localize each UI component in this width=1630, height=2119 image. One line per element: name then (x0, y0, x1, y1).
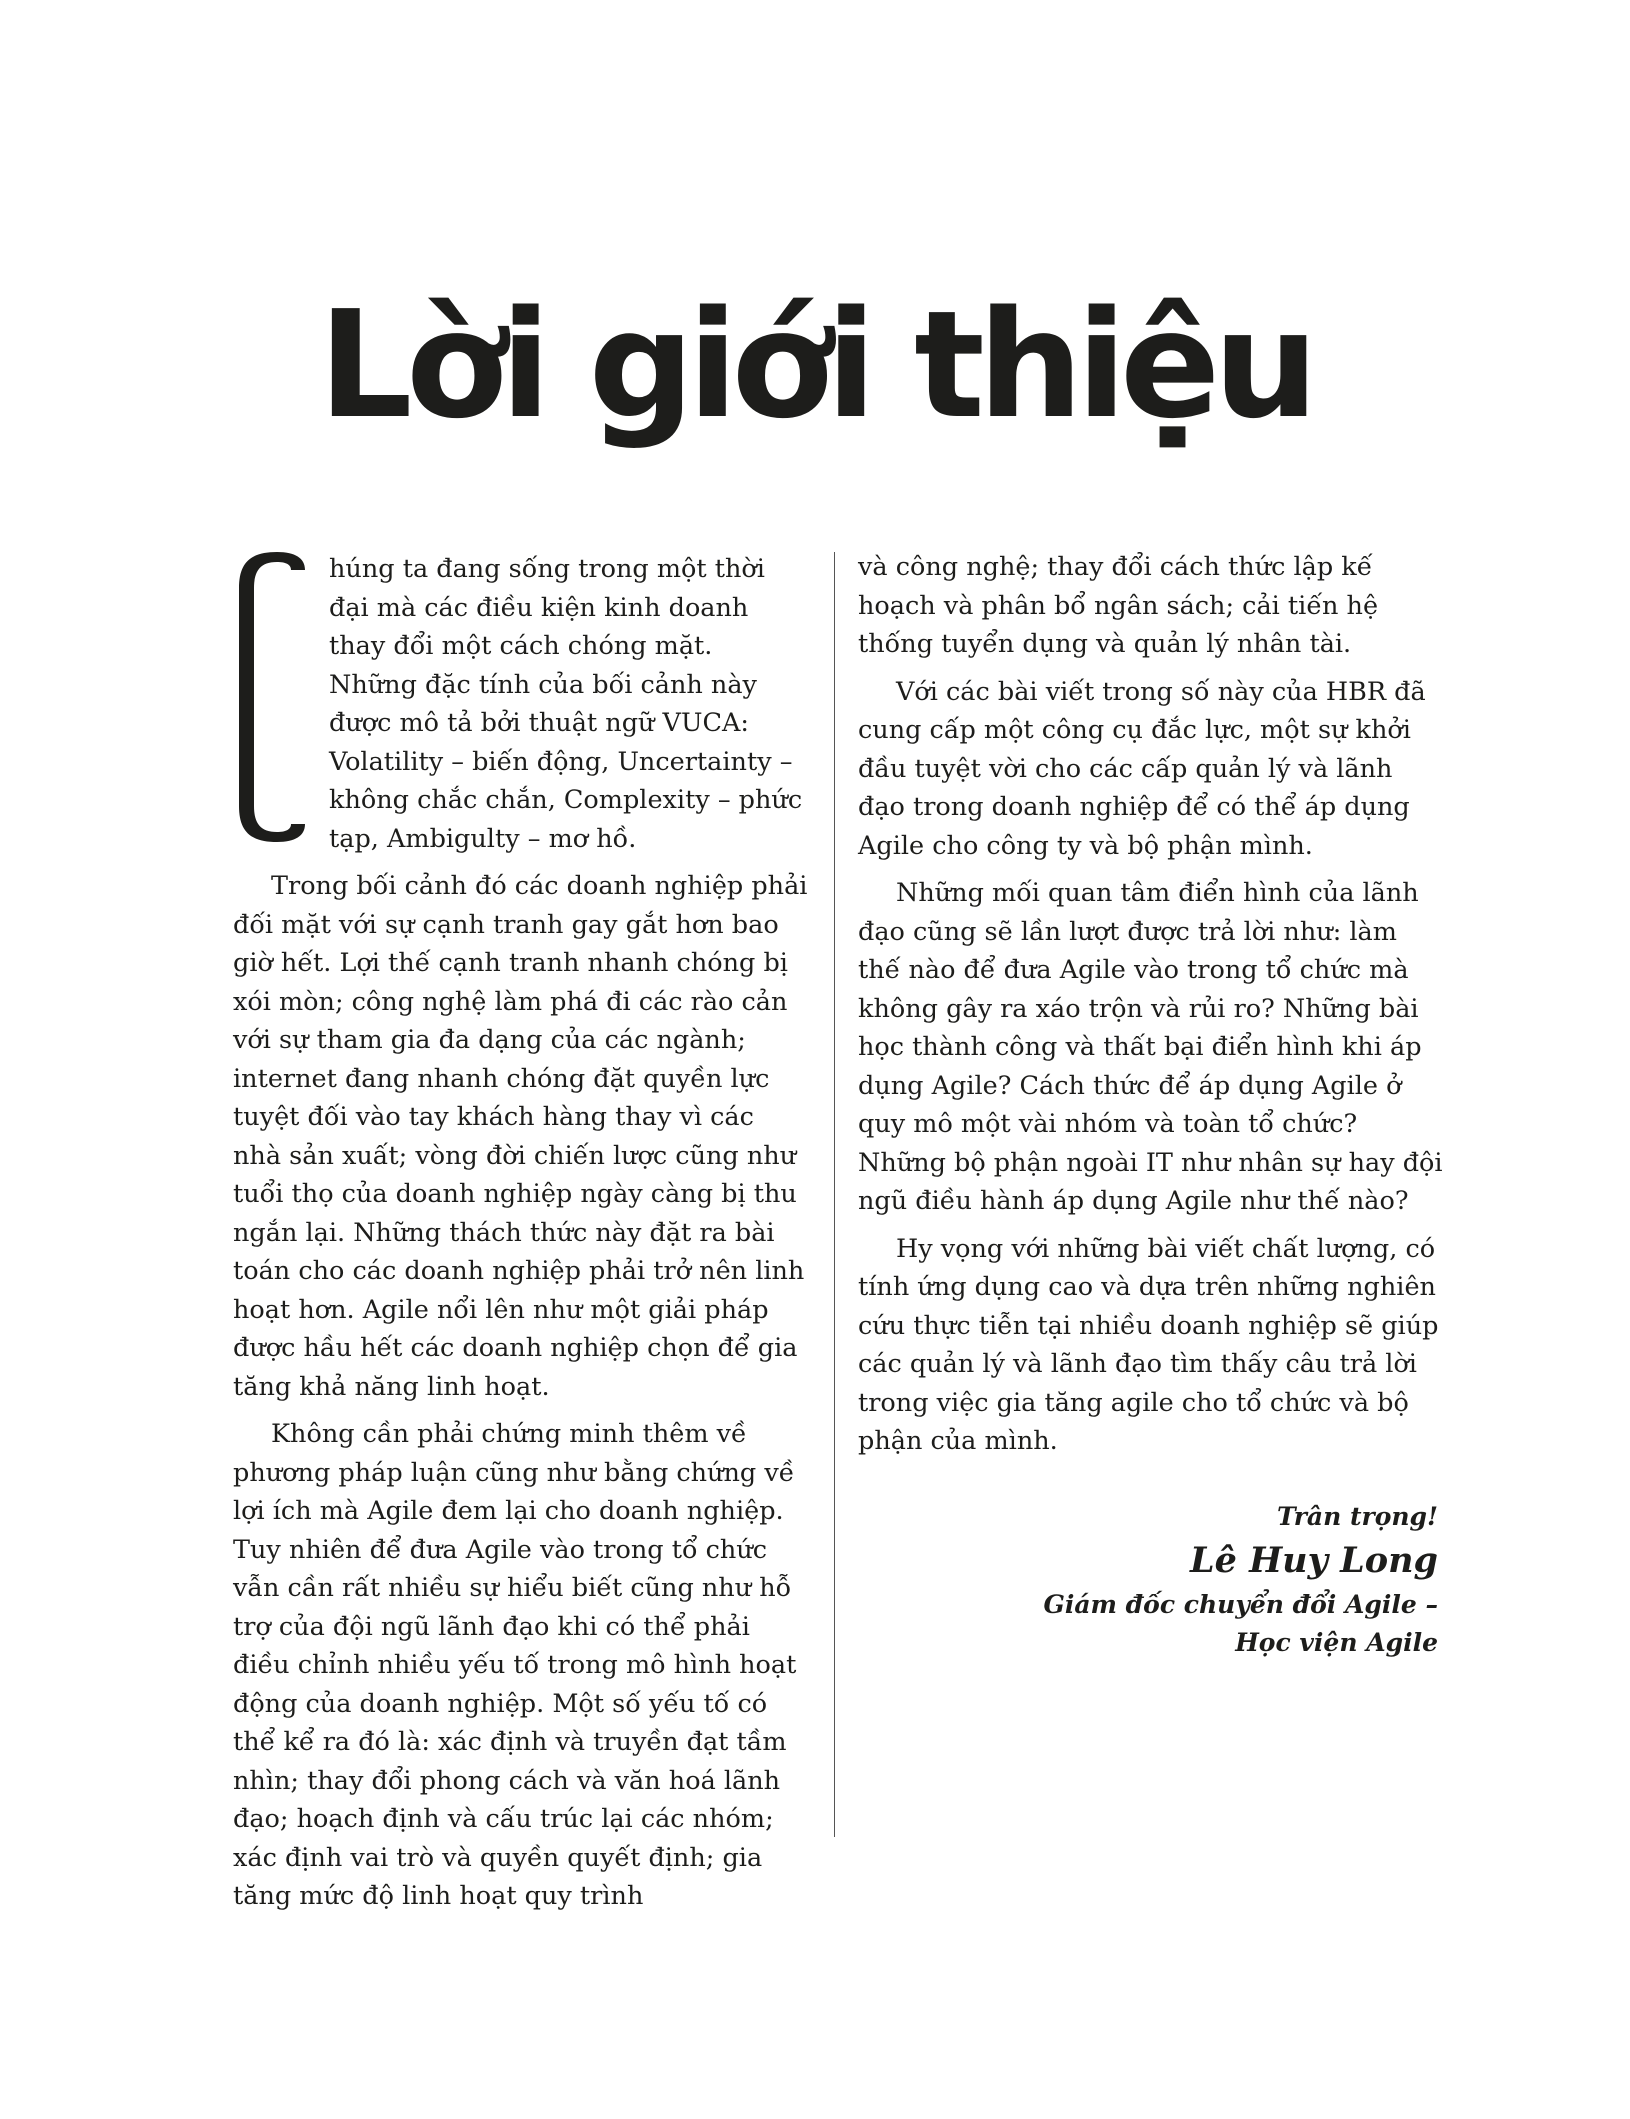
column-divider (834, 552, 835, 1837)
article-column-left (233, 550, 808, 1925)
paragraph-6: Hy vọng với những bài viết chất lượng, có tính ứng dụng cao và dựa trên những nghiên cứu thực tiễn tại nhiều doanh nghiệp sẽ giúp các quản lý và lãnh đạo tìm thấy câu trả lời trong việc gia tăng agile cho tổ chức và bộ phận của mình. (858, 1233, 1439, 1456)
paragraph-1-text: húng ta đang sống trong một thời đại mà các điều kiện kinh doanh thay đổi một cách chóng mặt. Những đặc tính của bối cảnh này được mô tả bởi thuật ngữ VUCA: Volatility – biến động, Uncertainty – không chắc chắn, Complexity – phức tạp, Ambigulty – mơ hồ. (329, 554, 803, 854)
paragraph-intro (233, 550, 808, 858)
page-title: Lời giới thiệu (318, 279, 1312, 451)
signature-role-line-2: Học viện Agile (1235, 1628, 1438, 1657)
paragraph-4: Với các bài viết trong số này của HBR đã cung cấp một công cụ đắc lực, một sự khởi đầu tuyệt vời cho các cấp quản lý và lãnh đạo trong doanh nghiệp để có thể áp dụng Agile cho công ty và bộ phận mình. (858, 676, 1426, 861)
article-column-right (858, 548, 1443, 1470)
signature-block (1043, 1498, 1438, 1662)
paragraph-3: Không cần phải chứng minh thêm về phương pháp luận cũng như bằng chứng về lợi ích mà Agile đem lại cho doanh nghiệp. Tuy nhiên để đưa Agile vào trong tổ chức vẫn cần rất nhiều sự hiểu biết cũng như hỗ trợ của đội ngũ lãnh đạo khi có thể phải điều chỉnh nhiều yếu tố trong mô hình hoạt động của doanh nghiệp. Một số yếu tố có thể kể ra đó là: xác định và truyền đạt tầm nhìn; thay đổi phong cách và văn hoá lãnh đạo; hoạch định và cấu trúc lại các nhóm; xác định vai trò và quyền quyết định; gia tăng mức độ linh hoạt quy trình (233, 1419, 797, 1911)
signature-role-line-1: Giám đốc chuyển đổi Agile – (1043, 1590, 1438, 1619)
paragraph-5: Những mối quan tâm điển hình của lãnh đạo cũng sẽ lần lượt được trả lời như: làm thế nào để đưa Agile vào trong tổ chức mà không gây ra xáo trộn và rủi ro? Những bài học thành công và thất bại điển hình khi áp dụng Agile? Cách thức để áp dụng Agile ở quy mô một vài nhóm và toàn tổ chức? Những bộ phận ngoài IT như nhân sự hay đội ngũ điều hành áp dụng Agile như thế nào? (858, 878, 1443, 1216)
signature-greeting: Trân trọng! (1276, 1502, 1438, 1531)
drop-cap (233, 550, 329, 842)
paragraph-2: Trong bối cảnh đó các doanh nghiệp phải đối mặt với sự cạnh tranh gay gắt hơn bao giờ hết. Lợi thế cạnh tranh nhanh chóng bị xói mòn; công nghệ làm phá đi các rào cản với sự tham gia đa dạng của các ngành; internet đang nhanh chóng đặt quyền lực tuyệt đối vào tay khách hàng thay vì các nhà sản xuất; vòng đời chiến lược cũng như tuổi thọ của doanh nghiệp ngày càng bị thu ngắn lại. Những thách thức này đặt ra bài toán cho các doanh nghiệp phải trở nên linh hoạt hơn. Agile nổi lên như một giải pháp được hầu hết các doanh nghiệp chọn để gia tăng khả năng linh hoạt. (233, 871, 808, 1402)
paragraph-3-continued: và công nghệ; thay đổi cách thức lập kế hoạch và phân bổ ngân sách; cải tiến hệ thống tuyển dụng và quản lý nhân tài. (858, 552, 1379, 659)
signature-name: Lê Huy Long (1190, 1540, 1438, 1581)
drop-cap-letter (233, 552, 323, 842)
